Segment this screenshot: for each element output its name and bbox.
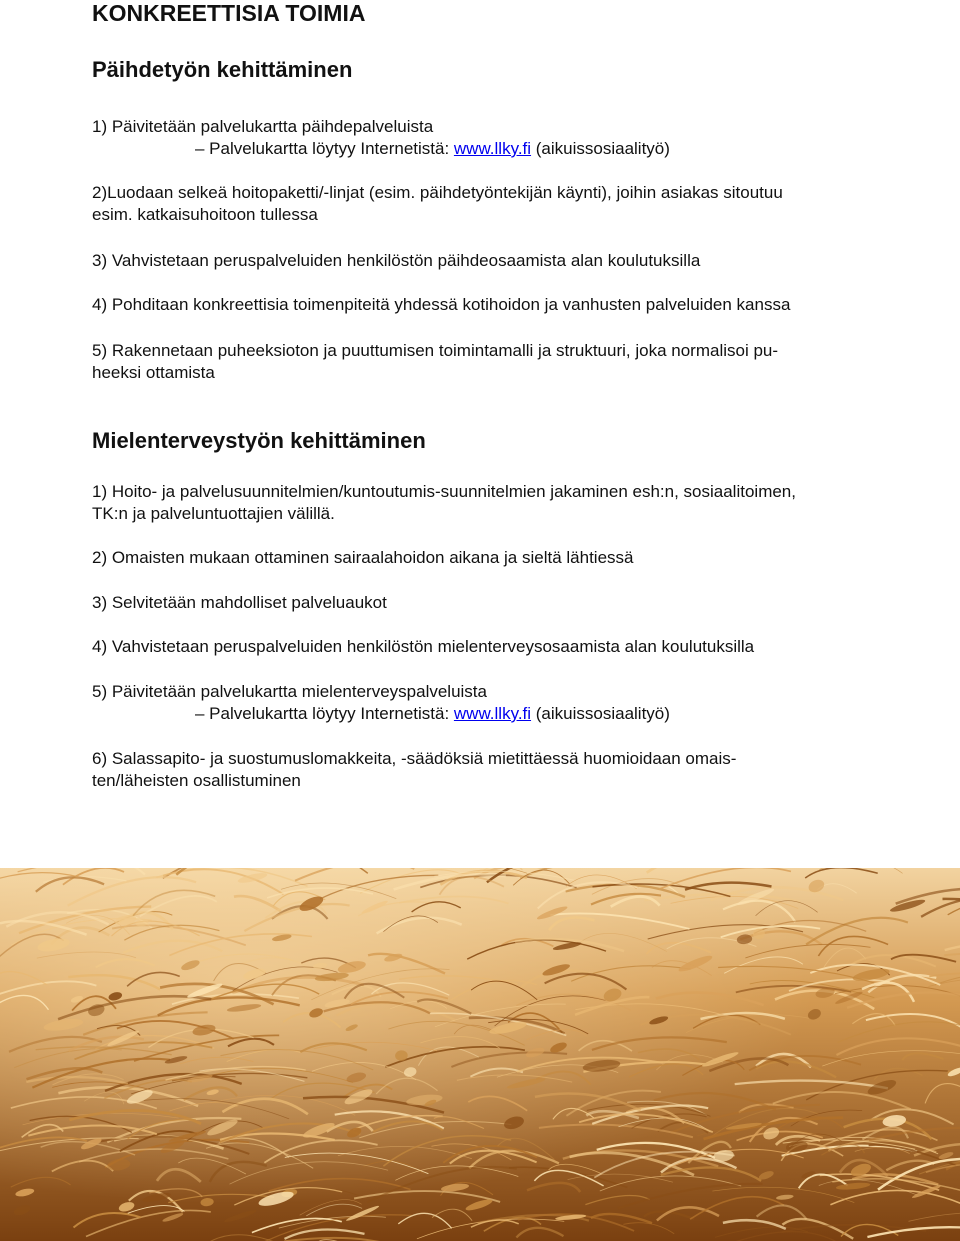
wheat-field-photo [0, 868, 960, 1241]
page-title: KONKREETTISIA TOIMIA [92, 0, 366, 26]
list-item: 5) Rakennetaan puheeksioton ja puuttumisen toimintamalli ja struktuuri, joka normalisoi pu- [92, 341, 779, 360]
sub-text-prefix: – Palvelukartta löytyy Internetistä: [195, 139, 454, 158]
service-map-link[interactable]: www.llky.fi [453, 139, 532, 158]
list-item-sub [195, 703, 670, 725]
section-title-mental-health-work: Mielenterveystyön kehittäminen [92, 428, 426, 453]
sub-text-prefix: – Palvelukartta löytyy Internetistä: [195, 704, 454, 723]
list-item-sub [195, 138, 670, 160]
sub-text-suffix: (aikuissosiaalityö) [531, 139, 670, 158]
list-item-continuation: esim. katkaisuhoitoon tullessa [92, 205, 318, 224]
list-item: 1) Hoito- ja palvelusuunnitelmien/kuntoutumis-suunnitelmien jakaminen esh:n, sosiaalitoimen, [92, 482, 796, 501]
list-item: 2) Omaisten mukaan ottaminen sairaalahoidon aikana ja sieltä lähtiessä [92, 548, 634, 567]
list-item-continuation: ten/läheisten osallistuminen [92, 771, 301, 790]
service-map-link[interactable]: www.llky.fi [453, 704, 532, 723]
list-item: 5) Päivitetään palvelukartta mielenterveyspalveluista [92, 682, 487, 701]
list-item: 2)Luodaan selkeä hoitopaketti/-linjat (esim. päihdetyöntekijän käynti), joihin asiakas sitoutuu [92, 183, 783, 202]
list-item: 4) Pohditaan konkreettisia toimenpiteitä yhdessä kotihoidon ja vanhusten palveluiden kanssa [92, 295, 791, 314]
section-title-substance-work: Päihdetyön kehittäminen [92, 57, 353, 82]
list-item: 4) Vahvistetaan peruspalveluiden henkilöstön mielenterveysosaamista alan koulutuksilla [92, 637, 755, 656]
list-item-continuation: TK:n ja palveluntuottajien välillä. [92, 504, 335, 523]
wheat-field-illustration [0, 868, 960, 1241]
list-item: 1) Päivitetään palvelukartta päihdepalveluista [92, 117, 434, 136]
list-item: 3) Selvitetään mahdolliset palveluaukot [92, 593, 387, 612]
list-item: 3) Vahvistetaan peruspalveluiden henkilöstön päihdeosaamista alan koulutuksilla [92, 251, 701, 270]
list-item: 6) Salassapito- ja suostumuslomakkeita, -säädöksiä mietittäessä huomioidaan omais- [92, 749, 737, 768]
sub-text-suffix: (aikuissosiaalityö) [531, 704, 670, 723]
list-item-continuation: heeksi ottamista [92, 363, 215, 382]
